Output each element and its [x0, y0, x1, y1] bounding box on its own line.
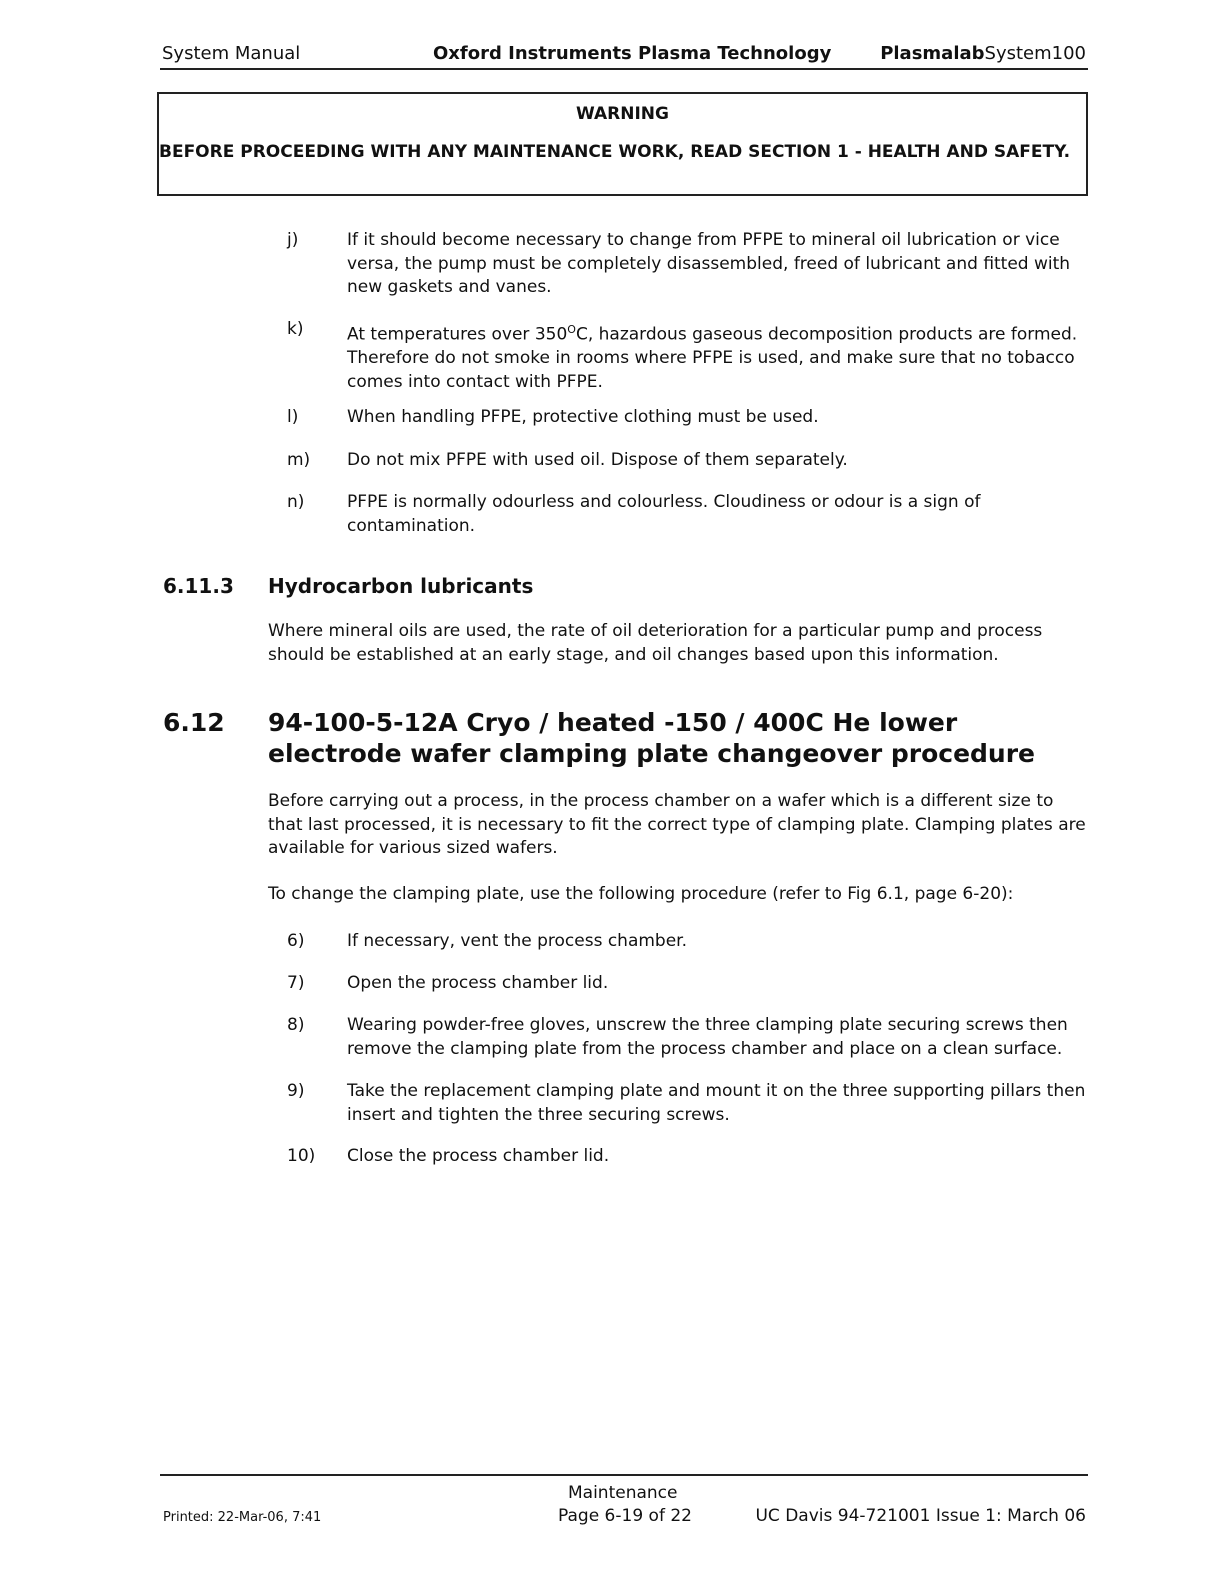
paragraph: Before carrying out a process, in the process chamber on a wafer which is a different size to that last processed, it is necessary to fit the correct type of clamping plate. Clamping plates are available for various sized wafers.: [268, 791, 1086, 858]
step-label: 6): [287, 931, 305, 951]
step-label: 9): [287, 1081, 305, 1101]
step-text: Open the process chamber lid.: [347, 973, 609, 993]
degree-sup: O: [567, 323, 576, 336]
paragraph: Where mineral oils are used, the rate of oil deterioration for a particular pump and process should be established at an early stage, and oil changes based upon this information.: [268, 621, 1043, 665]
header-product: System100: [984, 43, 1086, 64]
section-number: 6.12: [163, 708, 225, 737]
warning-message: BEFORE PROCEEDING WITH ANY MAINTENANCE WORK, READ SECTION 1 - HEALTH AND SAFETY.: [159, 142, 1071, 162]
step-label: 10): [287, 1146, 316, 1166]
item-label: j): [287, 230, 299, 250]
warning-title: WARNING: [576, 104, 669, 124]
step-text: Take the replacement clamping plate and mount it on the three supporting pillars then insert and tighten the three securing screws.: [347, 1081, 1086, 1125]
header-left: System Manual: [162, 43, 301, 64]
footer-doc-id: UC Davis 94-721001 Issue 1: March 06: [755, 1506, 1086, 1526]
header-rule: [160, 68, 1088, 70]
header-product-bold: Plasmalab: [880, 43, 985, 64]
item-text: PFPE is normally odourless and colourless. Cloudiness or odour is a sign of contamination.: [347, 492, 981, 536]
step-text: If necessary, vent the process chamber.: [347, 931, 688, 951]
text-part: C, hazardous gaseous decomposition products are formed. Therefore do not smoke in rooms where PFPE is used, and make sure that no tobacco comes into contact with PFPE.: [347, 324, 1078, 392]
item-label: n): [287, 492, 305, 512]
step-label: 8): [287, 1015, 305, 1035]
section-title: Hydrocarbon lubricants: [268, 574, 534, 598]
item-label: m): [287, 450, 311, 470]
footer-rule: [160, 1474, 1088, 1476]
step-text: Close the process chamber lid.: [347, 1146, 610, 1166]
footer-printed: Printed: 22-Mar-06, 7:41: [163, 1510, 322, 1525]
section-number: 6.11.3: [163, 574, 234, 598]
paragraph: To change the clamping plate, use the following procedure (refer to Fig 6.1, page 6-20):: [268, 884, 1014, 904]
item-text: [347, 318, 1087, 394]
header-right: [880, 43, 1086, 64]
text-part: At temperatures over 350: [347, 324, 568, 345]
footer-page-number: Page 6-19 of 22: [558, 1506, 692, 1526]
item-text: When handling PFPE, protective clothing must be used.: [347, 407, 819, 427]
item-label: k): [287, 319, 304, 339]
item-label: l): [287, 407, 299, 427]
header-center: Oxford Instruments Plasma Technology: [433, 43, 832, 64]
step-label: 7): [287, 973, 305, 993]
footer-section: Maintenance: [568, 1483, 678, 1503]
item-text: Do not mix PFPE with used oil. Dispose of them separately.: [347, 450, 848, 470]
item-text: If it should become necessary to change from PFPE to mineral oil lubrication or vice versa, the pump must be completely disassembled, freed of lubricant and fitted with new gaskets and vanes.: [347, 230, 1071, 297]
section-title: 94-100-5-12A Cryo / heated -150 / 400C He lower electrode wafer clamping plate changeover procedure: [268, 708, 1036, 768]
warning-box: [157, 92, 1088, 196]
step-text: Wearing powder-free gloves, unscrew the three clamping plate securing screws then remove the clamping plate from the process chamber and place on a clean surface.: [347, 1015, 1068, 1059]
